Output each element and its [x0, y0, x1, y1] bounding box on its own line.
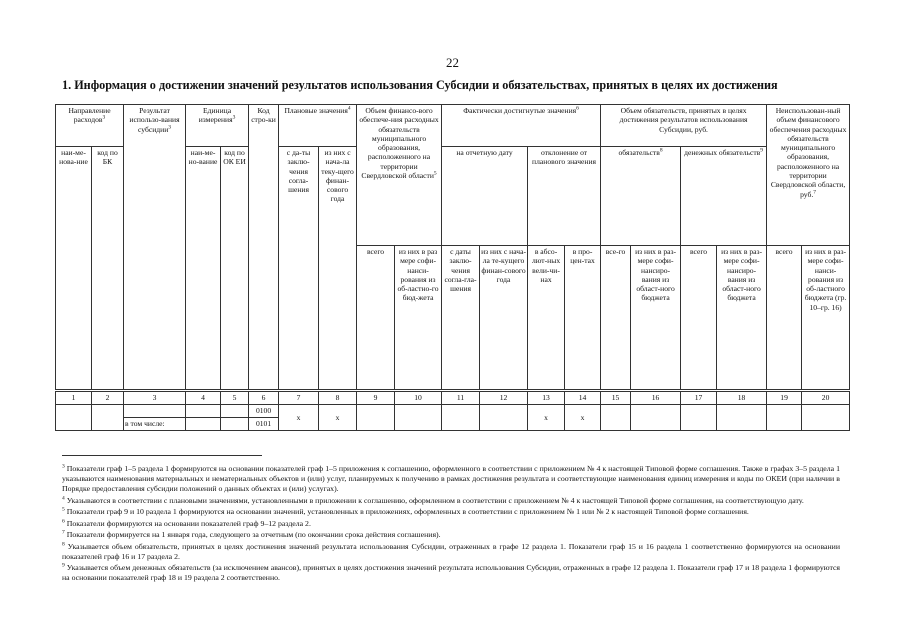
header-actual: Фактически достигнутые значения$^6$ [442, 105, 601, 147]
footnote: $^9$ Указывается объем денежных обязательств (за исключением авансов), принятых в целях достижения значений результата использования Субсидии, отраженных в графе 12 раздела 1. Показатели граф 17 и 18 раздела 1 формируются на основании показателей граф 18 и 19 раздела 2 соответственно. [62, 562, 840, 582]
col-num: 5 [221, 391, 249, 405]
cell [186, 418, 221, 431]
report-table [55, 104, 850, 431]
col-num: 7 [279, 391, 319, 405]
col-num: 8 [319, 391, 357, 405]
footnote: $^4$ Указываются в соответствии с плановыми значениями, установленными в приложении к соглашению, оформленном в соответствии с приложением № 4 к настоящей Типовой форме соглашения, на соответствующую дату. [62, 494, 804, 505]
header-planned: Плановые значения$^4$ [279, 105, 357, 147]
col-num: 14 [565, 391, 601, 405]
cell-x: х [279, 405, 319, 431]
header-volume-of: из них в раз мере софи-нанси-рования из об-ластно-го бюд-жета [395, 246, 442, 391]
page-number: 22 [446, 55, 459, 70]
col-num: 18 [717, 391, 767, 405]
cell [601, 405, 631, 431]
header-actual-date: на отчетную дату [442, 147, 528, 246]
header-result-cont [124, 246, 186, 391]
header-actual-from: с даты заклю-чения согла-гла-шения [442, 246, 480, 391]
cell-x: х [528, 405, 565, 431]
col-num: 2 [92, 391, 124, 405]
header-planned-of: из них с нача-ла теку-щего финан-сового года [319, 147, 357, 391]
cell-x: х [319, 405, 357, 431]
header-unused: Неиспользован-ный объем финансового обеспечения расходных обязательств муниципального образования, расположенного на территории Свердловской области, руб.$^7$ [767, 105, 850, 246]
header-volume-total: всего [357, 246, 395, 391]
header-unit-name: наи-ме-но-вание [186, 147, 221, 391]
col-num: 13 [528, 391, 565, 405]
header-money-total: всего [681, 246, 717, 391]
header-money: денежных обязательств$^9$ [681, 147, 767, 246]
footnote: $^3$ Показатели граф 1–5 раздела 1 формируются на основании показателей граф 1–5 приложения к соглашению, оформленного в соответствии с приложением № 4 к настоящей Типовой форме соглашения. Также в графах 3–5 раздела 1 указываются наименования материальных и нематериальных объектов и (или) услуг, планируемых к получению в рамках достижения результата и соответствующие наименования единиц измерения и коды по ОКЕИ (при наличии в Порядке предоставления субсидии положений о данных объектах и (или) услугах). [62, 463, 841, 493]
column-numbers-row [56, 391, 850, 405]
col-num: 6 [249, 391, 279, 405]
cell [717, 405, 767, 431]
row-label-including: в том числе: [124, 418, 186, 431]
row-code-0100: 0100 [249, 405, 279, 418]
section-title: 1. Информация о достижении значений результатов использования Субсидии и обязательствах, принятых в целях их достижения [62, 78, 778, 92]
col-num: 3 [124, 391, 186, 405]
footnotes [62, 464, 840, 585]
header-row-code: Код стро-ки [249, 105, 279, 246]
footnote: $^8$ Указывается объем обязательств, принятых в целях достижения значений результата использования Субсидии, отраженных в графе 12 раздела 1. Показатели граф 15 и 16 раздела 1 соответственно формируются на основании показателей граф 16 и 17 раздела 2. [62, 540, 840, 561]
header-obligations: Объем обязательств, принятых в целях достижения результатов использования Субсидии, руб. [601, 105, 767, 147]
cell [480, 405, 528, 431]
header-volume: Объем финансо-вого обеспече-ния расходных обязательств муниципального образования, расположенного на территории Свердловской области$^5$ [357, 105, 442, 246]
cell [767, 405, 802, 431]
col-num: 11 [442, 391, 480, 405]
header-planned-from: с да-ты заклю-чения согла-шения [279, 147, 319, 391]
header-unused-of: из них в раз-мере софи-нанси-рования из об-ластного бюджета (гр. 10–гр. 16) [802, 246, 850, 391]
col-num: 12 [480, 391, 528, 405]
cell [395, 405, 442, 431]
cell [56, 405, 92, 431]
cell [221, 418, 249, 431]
footnote: $^5$ Показатели граф 9 и 10 раздела 1 формируются на основании значений, установленных в приложениях, оформленных в соответствии с приложением № 1 или № 2 к настоящей Типовой форме соглашения. [62, 506, 749, 516]
cell [357, 405, 395, 431]
cell-x: х [565, 405, 601, 431]
header-result: Результат использо-вания субсидии$^3$ [124, 105, 186, 246]
header-dir-code: код по БК [92, 147, 124, 391]
col-num: 20 [802, 391, 850, 405]
col-num: 16 [631, 391, 681, 405]
footnote: $^6$ Показатели формируются на основании показателей граф 9–12 раздела 2. [62, 517, 311, 528]
header-oblig: обязательств$^8$ [601, 147, 681, 246]
cell [442, 405, 480, 431]
header-unit: Единица измерения$^3$ [186, 105, 249, 147]
footnote: $^7$ Показатели формируется на 1 января года, следующего за отчетным (по окончании срока действия соглашения). [62, 529, 441, 539]
row-code-0101: 0101 [249, 418, 279, 431]
header-actual-of: из них с нача-ла те-кущего финан-сового года [480, 246, 528, 391]
col-num: 9 [357, 391, 395, 405]
header-money-of: из них в раз-мере софи-нансиро-вания из област-ного бюджета [717, 246, 767, 391]
header-oblig-of: из них в раз-мере софи-нансиро-вания из област-ного бюджета [631, 246, 681, 391]
col-num: 15 [601, 391, 631, 405]
header-dev-pct: в про-цен-тах [565, 246, 601, 391]
cell [92, 405, 124, 431]
header-dir-name: наи-ме-нова-ние [56, 147, 92, 391]
header-unit-code: код по ОК ЕИ [221, 147, 249, 391]
cell [221, 405, 249, 418]
col-num: 19 [767, 391, 802, 405]
header-dev-abs: в абсо-лют-ных вели-чи-нах [528, 246, 565, 391]
header-oblig-total: все-го [601, 246, 631, 391]
header-direction: Направление расходов$^3$ [56, 105, 124, 147]
table-row [56, 405, 850, 418]
cell [631, 405, 681, 431]
cell [186, 405, 221, 418]
header-row-code-cont [249, 246, 279, 391]
col-num: 4 [186, 391, 221, 405]
cell [802, 405, 850, 431]
col-num: 10 [395, 391, 442, 405]
col-num: 1 [56, 391, 92, 405]
cell [681, 405, 717, 431]
header-unused-total: всего [767, 246, 802, 391]
footnote-separator [62, 455, 262, 456]
col-num: 17 [681, 391, 717, 405]
cell [124, 405, 186, 418]
header-deviation: отклонение от планового значения [528, 147, 601, 246]
